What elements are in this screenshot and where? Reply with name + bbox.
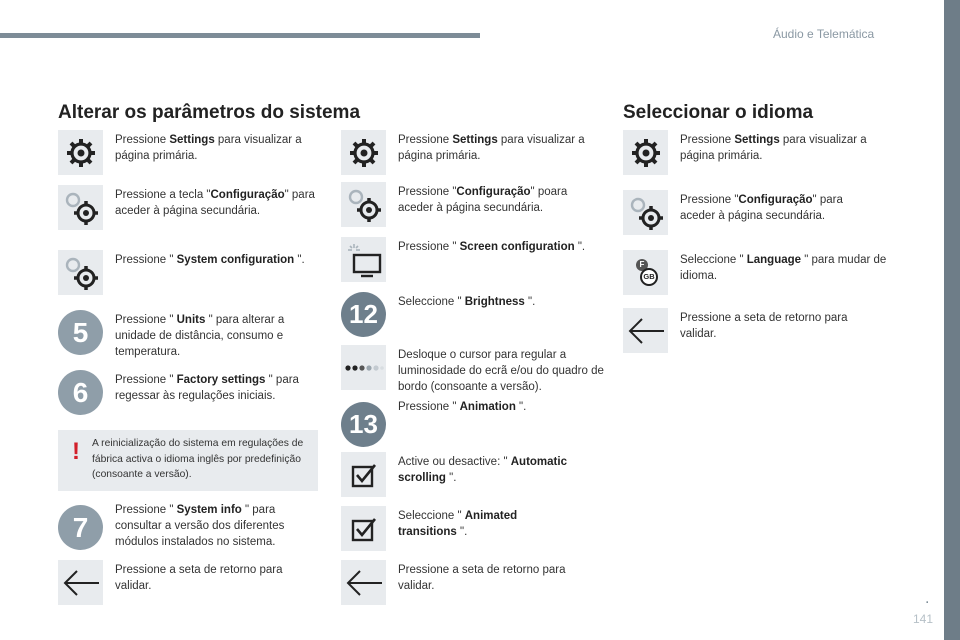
back-arrow-icon: [623, 308, 668, 353]
gear-icon: [341, 130, 386, 175]
step-text: Pressione a seta de retorno para validar.: [680, 312, 848, 340]
step-text: Pressione a seta de retorno para validar.: [398, 564, 566, 592]
step-text: Seleccione " Language " para mudar de idioma.: [680, 254, 887, 282]
step-configuration: [58, 185, 328, 230]
warning-icon: !: [72, 438, 80, 465]
step-number-badge: 13: [341, 402, 386, 447]
flag-f-label: F: [636, 259, 648, 271]
double-gear-icon: [58, 185, 103, 230]
section-header: Áudio e Telemática: [773, 27, 875, 41]
step-return: [623, 308, 893, 353]
double-gear-icon: [341, 182, 386, 227]
step-text: Pressione a tecla "Configuração" para aceder à página secundária.: [115, 189, 315, 217]
checkbox-icon: [341, 452, 386, 497]
step-text: Seleccione " Animated transitions ".: [398, 510, 518, 538]
step-settings: [341, 130, 611, 175]
warning-box: [58, 430, 318, 491]
warning-text: A reinicialização do sistema em regulações de fábrica activa o idioma inglês por predefinição (consoante a versão).: [92, 438, 304, 480]
step-return: [341, 560, 611, 605]
step-factory-settings: [58, 370, 328, 415]
brightness-slider-icon: [341, 345, 386, 390]
step-number-badge: 7: [58, 505, 103, 550]
step-text: Pressione " Animation ".: [398, 401, 527, 413]
step-units: [58, 310, 328, 360]
step-number-badge: 12: [341, 292, 386, 337]
step-number-badge: 6: [58, 370, 103, 415]
double-gear-icon: [623, 190, 668, 235]
step-text: Pressione Settings para visualizar a página primária.: [115, 134, 302, 162]
section-title-language: Seleccionar o idioma: [623, 102, 814, 123]
step-text: Pressione " Screen configuration ".: [398, 241, 586, 253]
gear-icon: [623, 130, 668, 175]
section-title-system: Alterar os parâmetros do sistema: [58, 102, 361, 123]
language-flag-icon: [623, 250, 668, 295]
step-animation: [341, 397, 611, 447]
double-gear-icon: [58, 250, 103, 295]
step-text: Pressione a seta de retorno para validar.: [115, 564, 283, 592]
step-brightness: [341, 292, 611, 337]
step-text: Pressione "Configuração" para aceder à página secundária.: [680, 194, 843, 222]
step-automatic-scrolling: [341, 452, 611, 497]
step-animated-transitions: [341, 506, 611, 551]
step-text: Pressione " System configuration ".: [115, 254, 305, 266]
step-configuration: [623, 190, 893, 235]
gear-icon: [58, 130, 103, 175]
back-arrow-icon: [341, 560, 386, 605]
step-return: [58, 560, 328, 605]
back-arrow-icon: [58, 560, 103, 605]
step-text: Pressione " Factory settings " para regessar às regulações iniciais.: [115, 374, 299, 402]
step-brightness-slider: [341, 345, 611, 395]
step-configuration: [341, 182, 611, 227]
right-edge-bar: [944, 0, 960, 640]
screen-brightness-icon: [341, 237, 386, 282]
top-accent-bar: [0, 33, 480, 38]
step-language: [623, 250, 893, 295]
step-settings: [58, 130, 328, 175]
flag-gb-label: GB: [640, 268, 658, 286]
step-text: Pressione " System info " para consultar a versão dos diferentes módulos instalados no sistema.: [115, 504, 285, 548]
step-text: Seleccione " Brightness ".: [398, 296, 536, 308]
checkbox-icon: [341, 506, 386, 551]
step-system-configuration: [58, 250, 328, 295]
step-text: Desloque o cursor para regular a luminosidade do ecrã e/ou do quadro de bordo (consoante a versão).: [398, 349, 604, 393]
page-dot: .: [925, 590, 930, 607]
step-number-badge: 5: [58, 310, 103, 355]
page-number: 141: [913, 612, 934, 626]
step-text: Active ou desactive: " Automatic scrolling ".: [398, 456, 567, 484]
step-text: Pressione Settings para visualizar a página primária.: [680, 134, 867, 162]
step-text: Pressione "Configuração" poara aceder à página secundária.: [398, 186, 568, 214]
step-system-info: [58, 500, 328, 550]
step-settings: [623, 130, 893, 175]
step-screen-configuration: [341, 237, 611, 282]
step-text: Pressione " Units " para alterar a unidade de distância, consumo e temperatura.: [115, 314, 285, 358]
step-text: Pressione Settings para visualizar a página primária.: [398, 134, 585, 162]
